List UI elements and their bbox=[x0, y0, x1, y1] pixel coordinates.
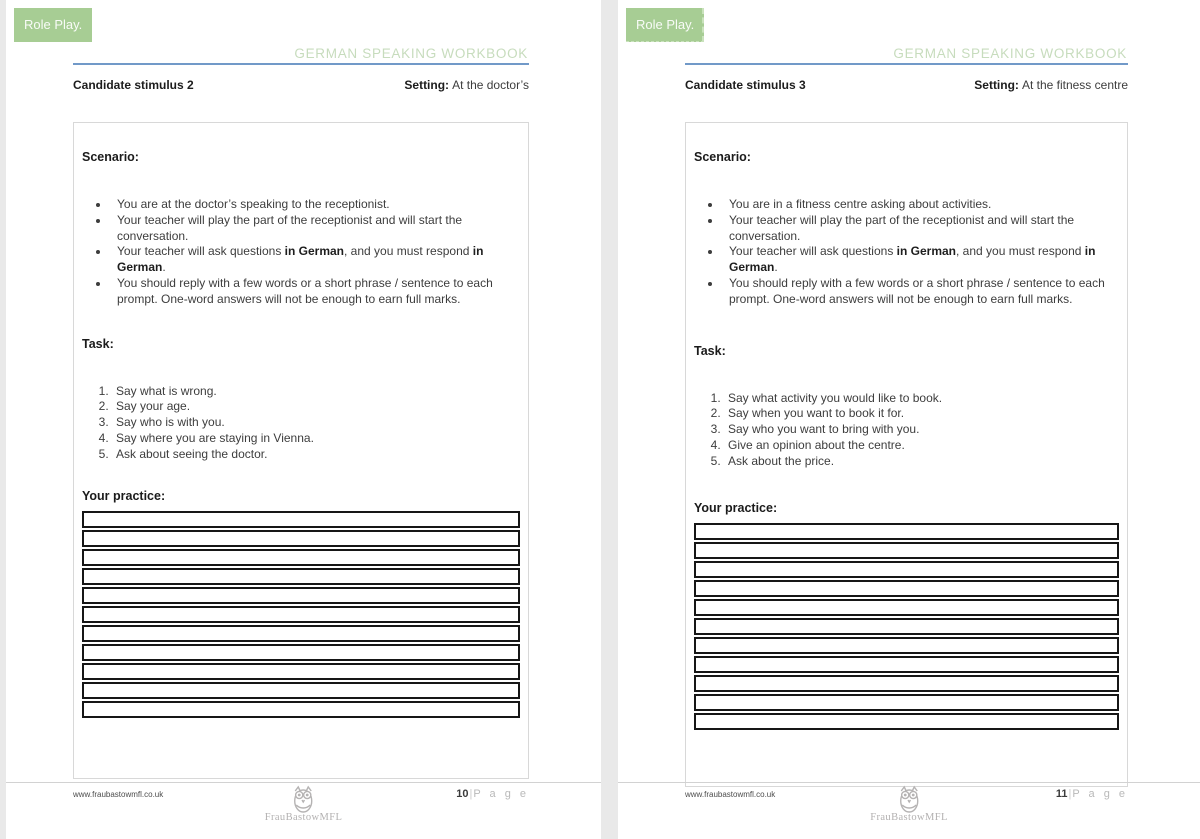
task-item: 5. Ask about the price. bbox=[724, 454, 1119, 470]
setting-label: Setting: bbox=[974, 78, 1019, 92]
page-number bbox=[1056, 788, 1128, 800]
practice-line bbox=[694, 637, 1119, 654]
task-item: 1. Say what activity you would like to book. bbox=[724, 391, 1119, 407]
practice-line bbox=[694, 694, 1119, 711]
practice-line bbox=[694, 561, 1119, 578]
stimulus-title: Candidate stimulus 3 bbox=[685, 78, 806, 92]
setting-value: At the doctor’s bbox=[452, 78, 529, 92]
page-number-value: 10 bbox=[456, 788, 469, 800]
footer-logo bbox=[870, 785, 948, 823]
task-item: 1. Say what is wrong. bbox=[112, 384, 520, 400]
stimulus-card bbox=[73, 122, 529, 779]
scenario-heading: Scenario: bbox=[694, 150, 751, 164]
roleplay-tag: Role Play. bbox=[626, 8, 704, 42]
practice-line bbox=[82, 663, 520, 680]
task-heading: Task: bbox=[82, 336, 114, 351]
page-number-value: 11 bbox=[1055, 788, 1068, 800]
task-heading: Task: bbox=[694, 343, 726, 358]
logo-text: FrauBastowMFL bbox=[264, 812, 343, 823]
page-footer bbox=[6, 782, 601, 839]
practice-line bbox=[82, 701, 520, 718]
page-footer bbox=[618, 782, 1200, 839]
scenario-list bbox=[694, 197, 1119, 308]
practice-line bbox=[694, 599, 1119, 616]
practice-lines bbox=[694, 523, 1119, 730]
scenario-bullet: • You are in a fitness centre asking about activities. bbox=[722, 197, 1119, 213]
task-item: 5. Ask about seeing the doctor. bbox=[112, 447, 520, 463]
page-number-separator: | bbox=[469, 788, 473, 800]
scenario-bullet: • Your teacher will play the part of the receptionist and will start the conversation. bbox=[110, 213, 520, 245]
logo-text: FrauBastowMFL bbox=[870, 812, 948, 823]
page-word: P a g e bbox=[1072, 788, 1128, 800]
task-item: 4. Say where you are staying in Vienna. bbox=[112, 431, 520, 447]
practice-heading: Your practice: bbox=[694, 500, 778, 515]
scenario-bullet: • Your teacher will play the part of the receptionist and will start the conversation. bbox=[722, 213, 1119, 245]
task-item: 3. Say who is with you. bbox=[112, 415, 520, 431]
footer-website: www.fraubastowmfl.co.uk bbox=[73, 790, 164, 799]
task-item: 3. Say who you want to bring with you. bbox=[724, 422, 1119, 438]
practice-heading: Your practice: bbox=[82, 488, 166, 503]
stimulus-card bbox=[685, 122, 1128, 787]
practice-line bbox=[694, 713, 1119, 730]
practice-line bbox=[82, 530, 520, 547]
practice-line bbox=[82, 625, 520, 642]
stimulus-title: Candidate stimulus 2 bbox=[73, 78, 194, 92]
workbook-page bbox=[6, 0, 601, 839]
footer-logo bbox=[265, 785, 343, 823]
page-number bbox=[456, 788, 529, 800]
header-rule bbox=[685, 63, 1128, 65]
scenario-bullet: • You should reply with a few words or a short phrase / sentence to each prompt. One-word answers will not be enough to earn full marks. bbox=[722, 276, 1119, 308]
scenario-list bbox=[82, 197, 520, 308]
practice-line bbox=[694, 580, 1119, 597]
setting bbox=[974, 78, 1128, 92]
page-number-separator: | bbox=[1068, 788, 1072, 800]
workbook-title: GERMAN SPEAKING WORKBOOK bbox=[294, 46, 528, 61]
practice-lines bbox=[82, 511, 520, 718]
scenario-bullet: • You are at the doctor’s speaking to the receptionist. bbox=[110, 197, 520, 213]
stimulus-row bbox=[685, 78, 1128, 92]
practice-line bbox=[694, 656, 1119, 673]
practice-line bbox=[694, 675, 1119, 692]
practice-line bbox=[694, 542, 1119, 559]
practice-line bbox=[82, 587, 520, 604]
workbook-page bbox=[618, 0, 1200, 839]
footer-website: www.fraubastowmfl.co.uk bbox=[685, 790, 776, 799]
scenario-bullet: • Your teacher will ask questions in German, and you must respond in German. bbox=[722, 244, 1119, 276]
task-list bbox=[82, 384, 520, 463]
owl-logo-icon bbox=[896, 785, 922, 813]
roleplay-tag: Role Play. bbox=[14, 8, 92, 42]
scenario-bullet: • You should reply with a few words or a short phrase / sentence to each prompt. One-word answers will not be enough to earn full marks. bbox=[110, 276, 520, 308]
scenario-heading: Scenario: bbox=[82, 150, 139, 164]
workbook-title: GERMAN SPEAKING WORKBOOK bbox=[893, 46, 1127, 61]
task-item: 2. Say when you want to book it for. bbox=[724, 406, 1119, 422]
practice-line bbox=[82, 549, 520, 566]
setting bbox=[404, 78, 529, 92]
owl-logo-icon bbox=[290, 785, 316, 813]
practice-line bbox=[82, 568, 520, 585]
practice-line bbox=[82, 682, 520, 699]
practice-line bbox=[694, 523, 1119, 540]
stimulus-row bbox=[73, 78, 529, 92]
task-item: 4. Give an opinion about the centre. bbox=[724, 438, 1119, 454]
page-word: P a g e bbox=[473, 788, 529, 800]
header-rule bbox=[73, 63, 529, 65]
practice-line bbox=[82, 644, 520, 661]
practice-line bbox=[694, 618, 1119, 635]
practice-line bbox=[82, 606, 520, 623]
task-item: 2. Say your age. bbox=[112, 399, 520, 415]
practice-line bbox=[82, 511, 520, 528]
setting-label: Setting: bbox=[404, 78, 450, 92]
setting-value: At the fitness centre bbox=[1021, 78, 1128, 92]
task-list bbox=[694, 391, 1119, 470]
scenario-bullet: • Your teacher will ask questions in German, and you must respond in German. bbox=[110, 244, 520, 276]
